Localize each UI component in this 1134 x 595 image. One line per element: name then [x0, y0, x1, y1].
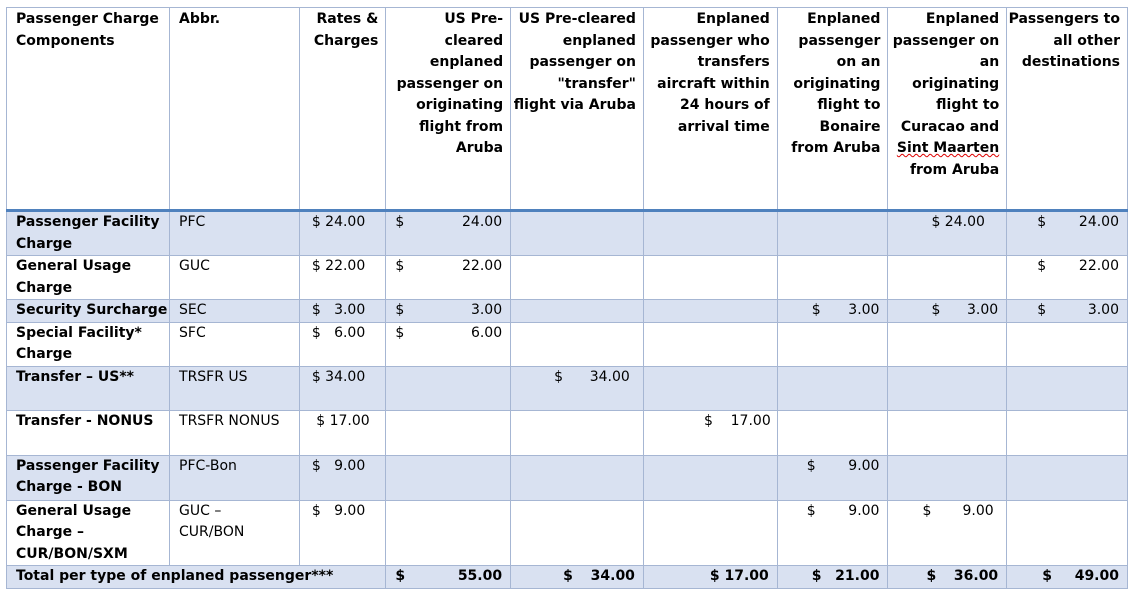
rate-cell: $ 17.00: [299, 410, 386, 455]
header-transfer-24h: Enplaned passenger who transfers aircraft within 24 hours of arrival time: [643, 8, 777, 211]
rate-cell: $ 6.00: [299, 322, 386, 366]
us-originating-cell: [386, 455, 511, 500]
us-transfer-cell: [511, 256, 644, 300]
curacao-sxm-cell: [888, 455, 1007, 500]
curacao-sxm-cell: $ 9.00: [888, 500, 1007, 566]
us-originating-cell: $ 24.00: [386, 211, 511, 256]
transfer-24h-cell: [643, 455, 777, 500]
us-transfer-cell: [511, 211, 644, 256]
table-row: [7, 322, 1128, 366]
total-us-originating: $ 55.00: [386, 566, 511, 589]
transfer-24h-cell: [643, 211, 777, 256]
bonaire-cell: [777, 322, 888, 366]
bonaire-cell: [777, 211, 888, 256]
other-cell: [1007, 322, 1128, 366]
total-curacao-sxm: $ 36.00: [888, 566, 1007, 589]
us-transfer-cell: [511, 300, 644, 323]
other-cell: [1007, 366, 1128, 410]
rate-cell: $ 24.00: [299, 211, 386, 256]
transfer-24h-cell: [643, 256, 777, 300]
curacao-sxm-cell: [888, 410, 1007, 455]
header-other-destinations: Passengers to all other destinations: [1007, 8, 1128, 211]
table-row: [7, 211, 1128, 256]
header-rates: Rates & Charges: [299, 8, 386, 211]
table-header-row: [7, 8, 1128, 211]
bonaire-cell: [777, 410, 888, 455]
us-transfer-cell: [511, 455, 644, 500]
component-cell: Transfer - NONUS: [7, 410, 170, 455]
charges-table-container: [6, 7, 1128, 589]
header-bonaire: Enplaned passenger on an originating flight to Bonaire from Aruba: [777, 8, 888, 211]
curacao-sxm-cell: $ 3.00: [888, 300, 1007, 323]
header-us-originating: US Pre-cleared enplaned passenger on originating flight from Aruba: [386, 8, 511, 211]
rate-cell: $ 3.00: [299, 300, 386, 323]
rate-cell: $ 34.00: [299, 366, 386, 410]
total-other: $ 49.00: [1007, 566, 1128, 589]
component-cell: General Usage Charge: [7, 256, 170, 300]
abbr-cell: PFC-Bon: [170, 455, 300, 500]
bonaire-cell: [777, 256, 888, 300]
us-originating-cell: [386, 500, 511, 566]
us-transfer-cell: [511, 322, 644, 366]
other-cell: [1007, 455, 1128, 500]
total-transfer-24h: $ 17.00: [643, 566, 777, 589]
header-curacao-sxm: Enplaned passenger on an originating flight to Curacao and Sint Maarten from Aruba: [888, 8, 1007, 211]
curacao-sxm-cell: [888, 256, 1007, 300]
us-originating-cell: [386, 366, 511, 410]
transfer-24h-cell: [643, 500, 777, 566]
transfer-24h-cell: [643, 366, 777, 410]
other-cell: [1007, 410, 1128, 455]
component-cell: Passenger Facility Charge: [7, 211, 170, 256]
rate-cell: $ 9.00: [299, 455, 386, 500]
us-originating-cell: $ 6.00: [386, 322, 511, 366]
component-cell: Special Facility* Charge: [7, 322, 170, 366]
curacao-sxm-cell: $ 24.00: [888, 211, 1007, 256]
rate-cell: $ 22.00: [299, 256, 386, 300]
abbr-cell: SFC: [170, 322, 300, 366]
us-originating-cell: $ 3.00: [386, 300, 511, 323]
table-row: [7, 366, 1128, 410]
abbr-cell: TRSFR NONUS: [170, 410, 300, 455]
total-bonaire: $ 21.00: [777, 566, 888, 589]
other-cell: $ 22.00: [1007, 256, 1128, 300]
us-transfer-cell: [511, 410, 644, 455]
table-row: [7, 300, 1128, 323]
table-row: [7, 410, 1128, 455]
table-row: [7, 455, 1128, 500]
us-originating-cell: [386, 410, 511, 455]
bonaire-cell: $ 9.00: [777, 455, 888, 500]
transfer-24h-cell: $ 17.00: [643, 410, 777, 455]
component-cell: Transfer – US**: [7, 366, 170, 410]
us-transfer-cell: $ 34.00: [511, 366, 644, 410]
curacao-sxm-cell: [888, 322, 1007, 366]
total-us-transfer: $ 34.00: [511, 566, 644, 589]
header-abbr: Abbr.: [170, 8, 300, 211]
other-cell: $ 24.00: [1007, 211, 1128, 256]
other-cell: $ 3.00: [1007, 300, 1128, 323]
abbr-cell: SEC: [170, 300, 300, 323]
component-cell: Passenger Facility Charge - BON: [7, 455, 170, 500]
abbr-cell: GUC – CUR/BON: [170, 500, 300, 566]
curacao-sxm-cell: [888, 366, 1007, 410]
bonaire-cell: $ 3.00: [777, 300, 888, 323]
bonaire-cell: [777, 366, 888, 410]
total-label: Total per type of enplaned passenger***: [7, 566, 386, 589]
total-row: [7, 566, 1128, 589]
passenger-charges-table: [6, 7, 1128, 589]
table-row: [7, 256, 1128, 300]
component-cell: Security Surcharge: [7, 300, 170, 323]
transfer-24h-cell: [643, 322, 777, 366]
bonaire-cell: $ 9.00: [777, 500, 888, 566]
table-row: [7, 500, 1128, 566]
transfer-24h-cell: [643, 300, 777, 323]
abbr-cell: PFC: [170, 211, 300, 256]
component-cell: General Usage Charge – CUR/BON/SXM: [7, 500, 170, 566]
abbr-cell: GUC: [170, 256, 300, 300]
us-originating-cell: $ 22.00: [386, 256, 511, 300]
other-cell: [1007, 500, 1128, 566]
header-components: Passenger Charge Components: [7, 8, 170, 211]
abbr-cell: TRSFR US: [170, 366, 300, 410]
header-us-transfer: US Pre-cleared enplaned passenger on "transfer" flight via Aruba: [511, 8, 644, 211]
rate-cell: $ 9.00: [299, 500, 386, 566]
us-transfer-cell: [511, 500, 644, 566]
